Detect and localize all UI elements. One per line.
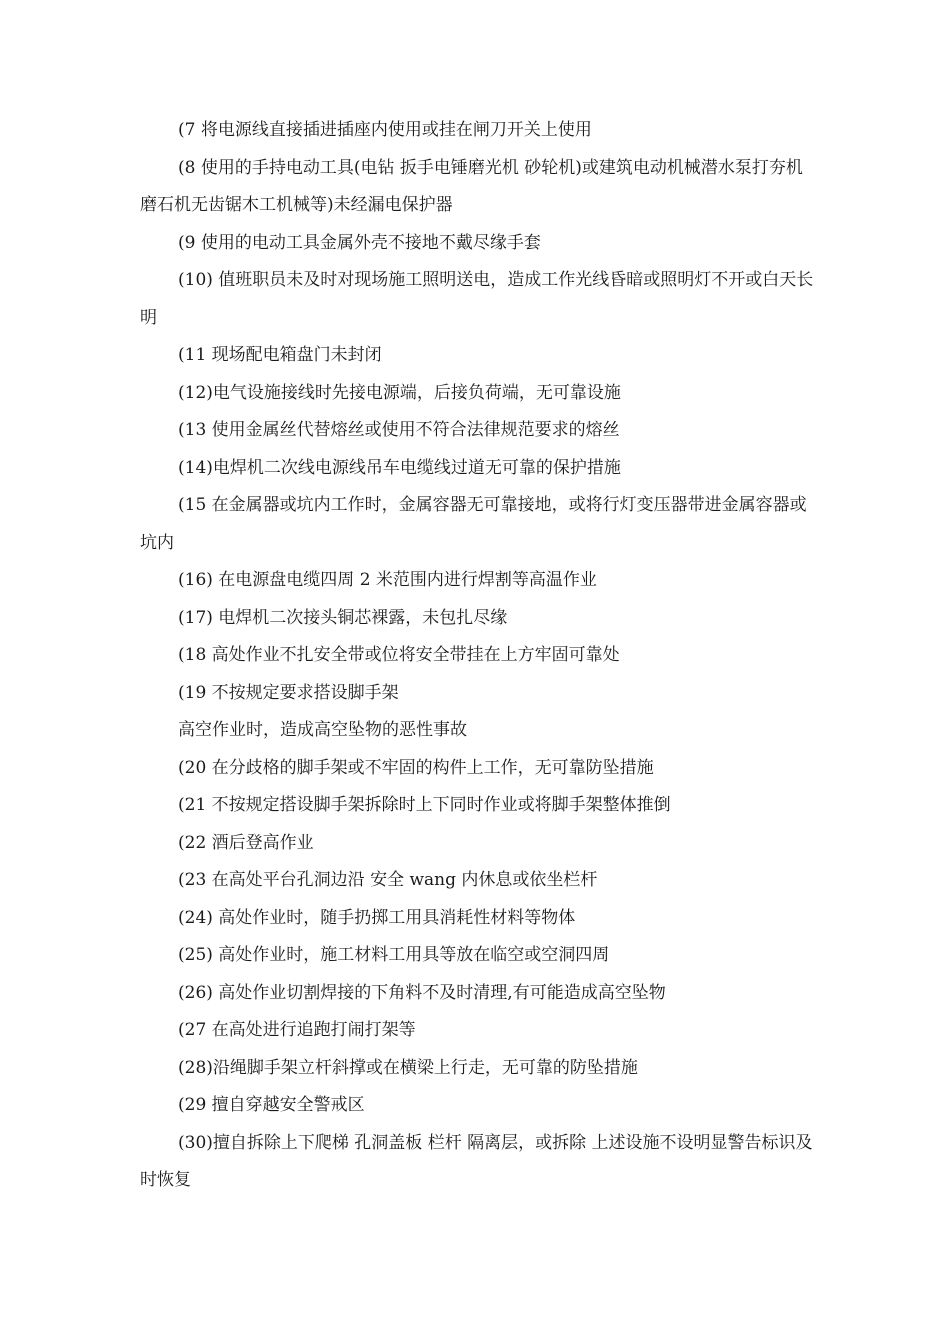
- paragraph-item-26: (26) 高处作业切割焊接的下角料不及时清理,有可能造成高空坠物: [178, 982, 666, 1003]
- paragraph-item-8: (8 使用的手持电动工具(电钻 扳手电锤磨光机 砂轮机)或建筑电动机械潜水泵打夯机磨石机无齿锯木工机械等)未经漏电保护器: [140, 157, 803, 215]
- paragraph-item-12: (12)电气设施接线时先接电源端，后接负荷端，无可靠设施: [178, 382, 621, 403]
- paragraph-item-7: (7 将电源线直接插进插座内使用或挂在闸刀开关上使用: [178, 120, 592, 140]
- paragraph-item-13: (13 使用金属丝代替熔丝或使用不符合法律规范要求的熔丝: [178, 420, 620, 440]
- paragraph-item-15: (15 在金属器或坑内工作时，金属容器无可靠接地，或将行灯变压器带进金属容器或坑内: [140, 495, 807, 553]
- paragraph-item-11: (11 现场配电箱盘门未封闭: [178, 345, 382, 365]
- paragraph-item-23: (23 在高处平台孔洞边沿 安全 wang 内休息或依坐栏杆: [178, 870, 598, 890]
- paragraph-item-21: (21 不按规定搭设脚手架拆除时上下同时作业或将脚手架整体推倒: [178, 795, 671, 815]
- paragraph-item-29: (29 擅自穿越安全警戒区: [178, 1095, 365, 1115]
- paragraph-item-14: (14)电焊机二次线电源线吊车电缆线过道无可靠的保护措施: [178, 457, 621, 478]
- paragraph-item-27: (27 在高处进行追跑打闹打架等: [178, 1020, 416, 1040]
- paragraph-item-19: (19 不按规定要求搭设脚手架: [178, 682, 399, 703]
- paragraph-item-22: (22 酒后登高作业: [178, 832, 314, 853]
- paragraph-item-10: (10) 值班职员未及时对现场施工照明送电，造成工作光线昏暗或照明灯不开或白天长明: [140, 270, 814, 328]
- paragraph-item-25: (25) 高处作业时，施工材料工用具等放在临空或空洞四周: [178, 945, 610, 965]
- paragraph-item-16: (16) 在电源盘电缆四周 2 米范围内进行焊割等高温作业: [178, 570, 597, 590]
- paragraph-item-24: (24) 高处作业时，随手扔掷工用具消耗性材料等物体: [178, 907, 576, 928]
- paragraph-item-20: (20 在分歧格的脚手架或不牢固的构件上工作，无可靠防坠措施: [178, 757, 654, 778]
- paragraph-item-30: (30)擅自拆除上下爬梯 孔洞盖板 栏杆 隔离层，或拆除 上述设施不设明显警告标识及时恢复: [140, 1132, 813, 1190]
- document-body: [140, 112, 816, 1200]
- section-heading-high-falling-objects: 高空作业时，造成高空坠物的恶性事故: [178, 720, 467, 740]
- paragraph-item-28: (28)沿绳脚手架立杆斜撑或在横梁上行走，无可靠的防坠措施: [178, 1057, 638, 1078]
- paragraph-item-17: (17) 电焊机二次接头铜芯裸露，未包扎尽缘: [178, 607, 508, 628]
- paragraph-item-18: (18 高处作业不扎安全带或位将安全带挂在上方牢固可靠处: [178, 645, 620, 665]
- paragraph-item-9: (9 使用的电动工具金属外壳不接地不戴尽缘手套: [178, 232, 541, 253]
